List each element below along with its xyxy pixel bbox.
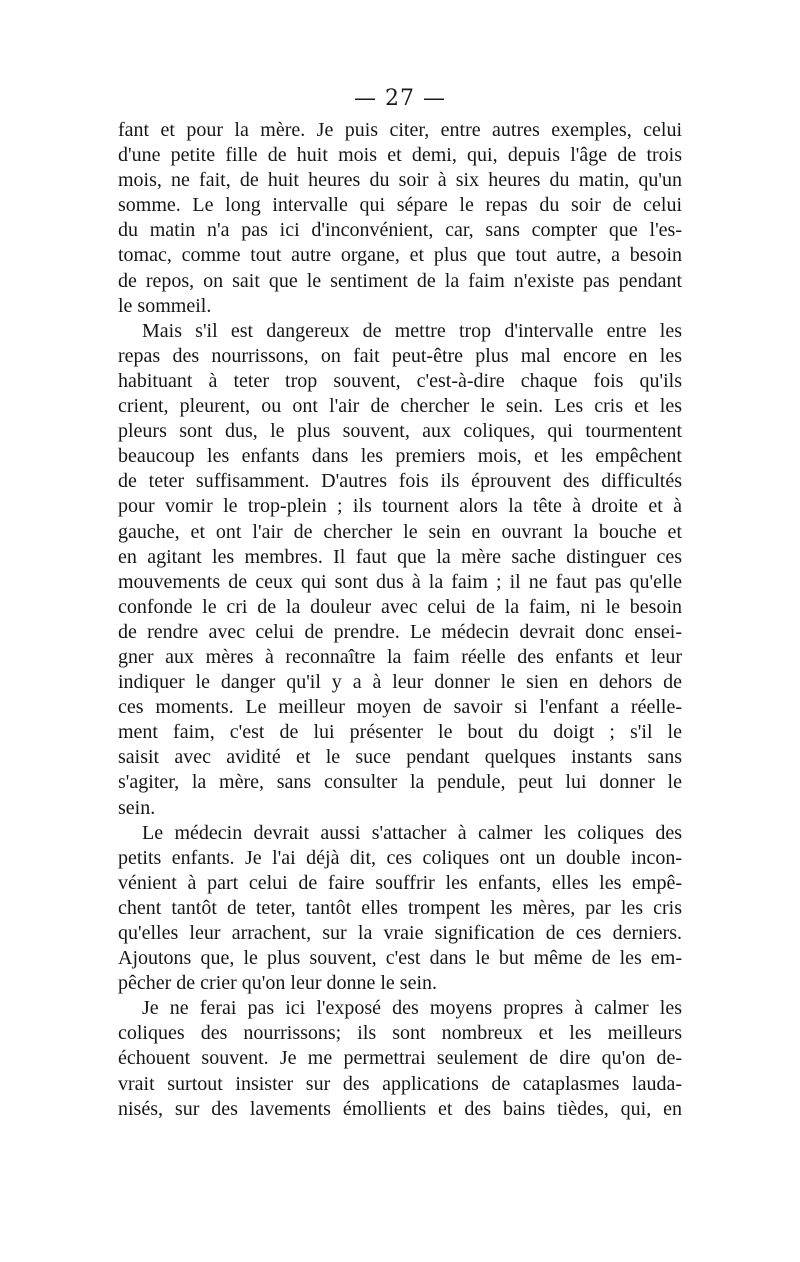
text-line: ment faim, c'est de lui présenter le bout du doigt ; s'il le bbox=[118, 721, 682, 744]
text-line: Ajoutons que, le plus souvent, c'est dans le but même de les em- bbox=[118, 947, 682, 970]
paragraph bbox=[118, 821, 682, 997]
paragraph bbox=[118, 996, 682, 1121]
text-line: crient, pleurent, ou ont l'air de chercher le sein. Les cris et les bbox=[118, 395, 682, 418]
text-line: en agitant les membres. Il faut que la mère sache distinguer ces bbox=[118, 545, 682, 568]
text-line: échouent souvent. Je me permettrai seulement de dire qu'on de- bbox=[118, 1047, 682, 1070]
text-line: coliques des nourrissons; ils sont nombreux et les meilleurs bbox=[118, 1022, 682, 1045]
text-line: fant et pour la mère. Je puis citer, entre autres exemples, celui bbox=[118, 119, 682, 141]
text-line: de teter suffisamment. D'autres fois ils éprouvent des difficultés bbox=[118, 470, 682, 493]
text-line: gner aux mères à reconnaître la faim réelle des enfants et leur bbox=[118, 645, 682, 668]
text-line: vénient à part celui de faire souffrir les enfants, elles les empê- bbox=[118, 871, 682, 894]
text-line: repas des nourrissons, on fait peut-être plus mal encore en les bbox=[118, 344, 682, 367]
text-line: gauche, et ont l'air de chercher le sein en ouvrant la bouche et bbox=[118, 520, 682, 543]
text-line: qu'elles leur arrachent, sur la vraie signification de ces derniers. bbox=[118, 922, 682, 944]
text-line: beaucoup les enfants dans les premiers mois, et les empêchent bbox=[118, 445, 682, 468]
text-line: du matin n'a pas ici d'inconvénient, car, sans compter que l'es- bbox=[118, 219, 682, 242]
text-line: de repos, on sait que le sentiment de la faim n'existe pas pendant bbox=[118, 269, 682, 292]
text-line: pleurs sont dus, le plus souvent, aux coliques, qui tourmentent bbox=[118, 420, 682, 443]
text-line: ces moments. Le meilleur moyen de savoir si l'enfant a réelle- bbox=[118, 696, 682, 719]
text-line: d'une petite fille de huit mois et demi, qui, depuis l'âge de trois bbox=[118, 144, 682, 167]
paragraph bbox=[118, 319, 682, 821]
text-line: tomac, comme tout autre organe, et plus que tout autre, a besoin bbox=[118, 244, 682, 267]
text-line: mois, ne fait, de huit heures du soir à six heures du matin, qu'un bbox=[118, 169, 682, 192]
text-line: pêcher de crier qu'on leur donne le sein. bbox=[118, 972, 438, 995]
text-line: sein. bbox=[118, 796, 156, 819]
text-line: de rendre avec celui de prendre. Le médecin devrait donc ensei- bbox=[118, 620, 682, 643]
text-line: somme. Le long intervalle qui sépare le repas du soir de celui bbox=[118, 194, 682, 217]
text-line: chent tantôt de teter, tantôt elles trompent les mères, par les cris bbox=[118, 896, 682, 919]
text-line: saisit avec avidité et le suce pendant quelques instants sans bbox=[118, 746, 682, 769]
text-line: Le médecin devrait aussi s'attacher à calmer les coliques des bbox=[142, 821, 682, 844]
text-line: pour vomir le trop-plein ; ils tournent alors la tête à droite et à bbox=[118, 495, 682, 518]
text-line: le sommeil. bbox=[118, 294, 212, 317]
text-line: habituant à teter trop souvent, c'est-à-dire chaque fois qu'ils bbox=[118, 369, 682, 392]
text-line: mouvements de ceux qui sont dus à la faim ; il ne faut pas qu'elle bbox=[118, 570, 682, 593]
text-line: nisés, sur des lavements émollients et des bains tièdes, qui, en bbox=[118, 1097, 682, 1120]
text-line: s'agiter, la mère, sans consulter la pendule, peut lui donner le bbox=[118, 771, 682, 794]
body-text bbox=[118, 118, 682, 1122]
text-line: Je ne ferai pas ici l'exposé des moyens propres à calmer les bbox=[142, 997, 682, 1020]
paragraph bbox=[118, 118, 682, 319]
text-line: vrait surtout insister sur des applications de cataplasmes lauda- bbox=[118, 1072, 682, 1095]
text-line: indiquer le danger qu'il y a à leur donner le sien en dehors de bbox=[118, 671, 682, 694]
page-number: — 27 — bbox=[354, 86, 446, 111]
text-line: Mais s'il est dangereux de mettre trop d'intervalle entre les bbox=[142, 319, 682, 342]
text-line: confonde le cri de la douleur avec celui de la faim, ni le besoin bbox=[118, 595, 682, 618]
text-line: petits enfants. Je l'ai déjà dit, ces coliques ont un double incon- bbox=[118, 846, 682, 869]
